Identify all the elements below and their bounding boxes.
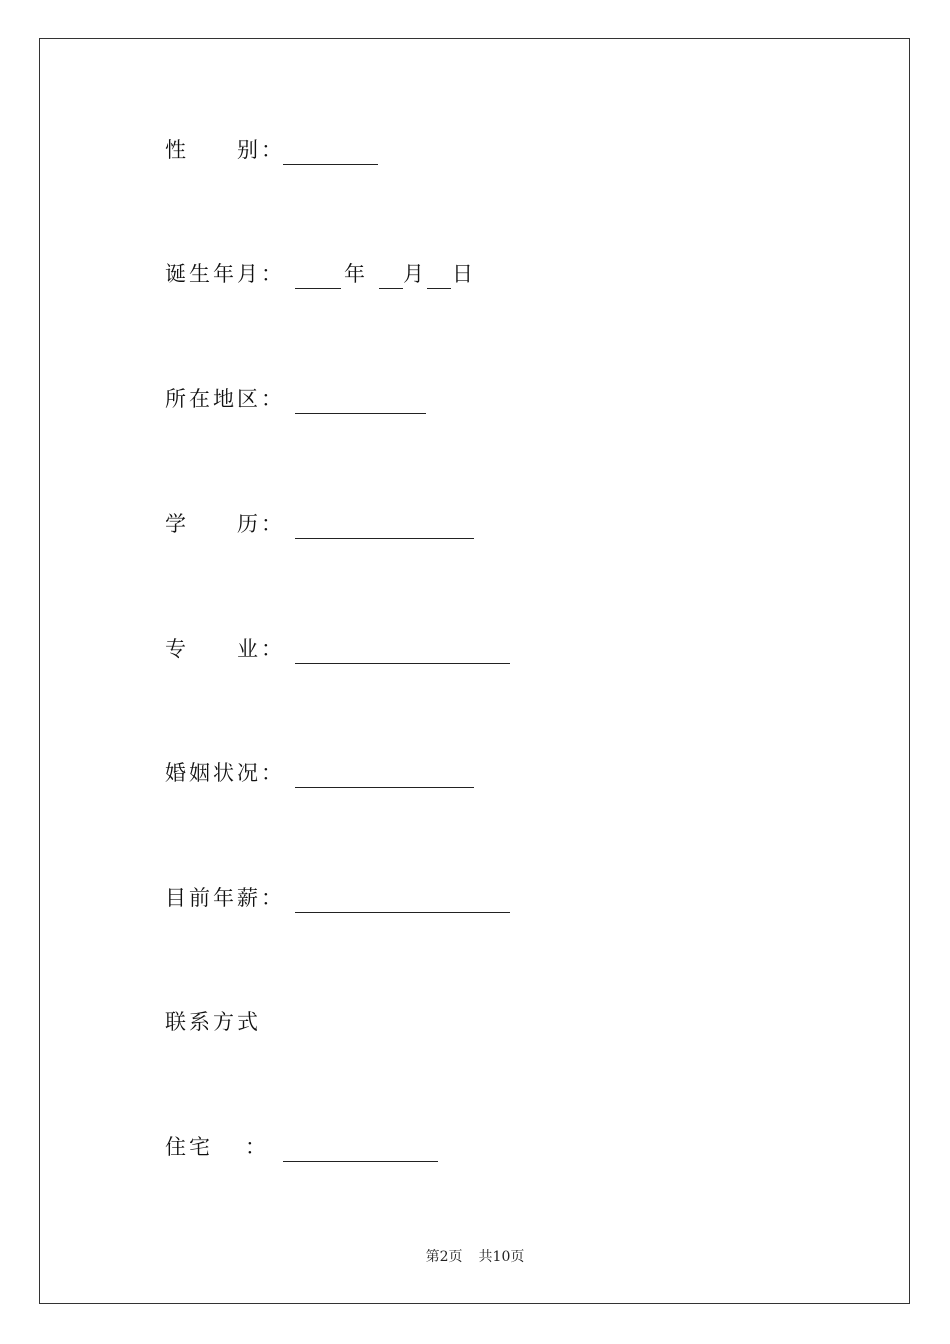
birth-day-blank[interactable] (427, 259, 451, 289)
salary-label: 目前年薪： (165, 886, 285, 910)
gender-label: 性 别： (165, 138, 285, 162)
salary-row (165, 883, 285, 913)
home-label: 住宅 (165, 1135, 213, 1159)
birth-year-blank[interactable] (295, 259, 341, 289)
page-footer (0, 1246, 950, 1266)
region-blank[interactable] (295, 384, 426, 414)
birth-day-unit: 日 (452, 262, 473, 286)
region-row (165, 384, 285, 414)
education-blank[interactable] (295, 509, 474, 539)
page-total: 共10页 (478, 1249, 525, 1265)
home-colon: ： (245, 1135, 266, 1159)
major-label: 专 业： (165, 637, 285, 661)
marital-label: 婚姻状况： (165, 761, 285, 785)
page-border (39, 38, 910, 1304)
education-label: 学 历： (165, 512, 285, 536)
gender-blank[interactable] (283, 135, 378, 165)
birth-month-unit: 月 (403, 262, 424, 286)
salary-blank[interactable] (295, 883, 510, 913)
home-row (165, 1132, 266, 1162)
region-label: 所在地区： (165, 387, 285, 411)
birth-row (165, 259, 473, 289)
home-blank[interactable] (283, 1132, 438, 1162)
gender-row (165, 135, 285, 165)
contact-row (165, 1007, 261, 1037)
birth-label: 诞生年月： (165, 262, 285, 286)
birth-month-blank[interactable] (379, 259, 403, 289)
marital-row (165, 758, 285, 788)
page-number: 第2页 (425, 1249, 463, 1265)
birth-year-unit: 年 (344, 262, 365, 286)
contact-heading: 联系方式 (165, 1010, 261, 1034)
major-blank[interactable] (295, 634, 510, 664)
education-row (165, 509, 285, 539)
major-row (165, 634, 285, 664)
marital-blank[interactable] (295, 758, 474, 788)
